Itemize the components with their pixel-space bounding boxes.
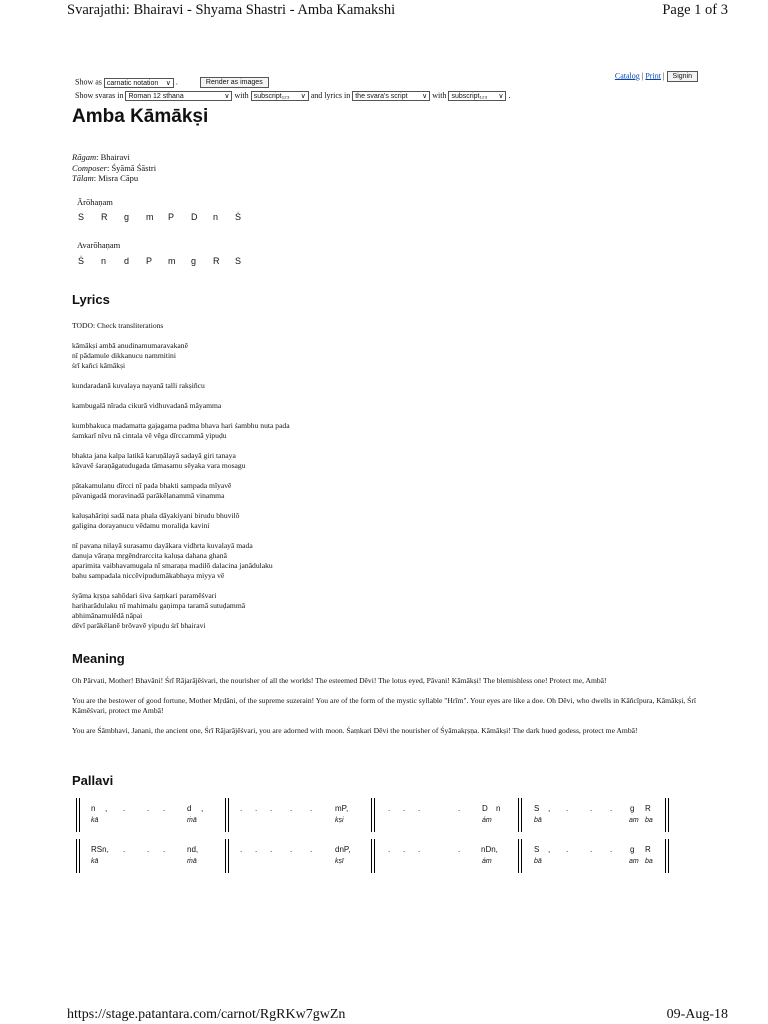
print-link[interactable]: Print	[645, 71, 661, 81]
sahitya-syllable: ám	[482, 858, 492, 865]
double-bar-line	[668, 798, 669, 832]
svara-note: .	[566, 845, 569, 854]
song-metadata	[72, 152, 156, 184]
lyrics-stanza: kāmākṣi ambā anudinamumaravakanē nī pādamule dikkanucu nammitini śrī kañci kāmākṣi	[72, 341, 188, 370]
chevron-down-icon: ∨	[498, 93, 504, 101]
lyrics-stanza: kaluṣahāriṇi sadā nata phala dāyakiyani birudu bhuvilō galigina dorayanucu vēdamu moraliḍa kavini	[72, 511, 240, 530]
double-bar-line	[371, 839, 372, 873]
pallavi-row-1	[0, 798, 768, 834]
catalog-link[interactable]: Catalog	[614, 71, 640, 81]
header-title: Svarajathi: Bhairavi - Shyama Shastri - Amba Kamakshi	[67, 2, 396, 18]
double-bar-line	[518, 839, 519, 873]
svara-subscript-select[interactable]	[251, 91, 309, 101]
svara-select-value: Roman 12 sthana	[128, 93, 184, 101]
sahitya-syllable: kṣi	[335, 817, 344, 824]
ragam-value: : Bhairavi	[96, 152, 130, 162]
svara-note: .	[590, 845, 593, 854]
talam-label: Tālam	[72, 173, 94, 183]
lyrics-stanza: nī pavana nilayā surasamu dayākara vidhrta kuvalayā mada danuja vāraṇa mṛgēndrarccita kaluṣa dahana ghanā aparimita vaibhavamugala nī smaraṇa madilō dalacina janādulaku bahu sampadala niccēvipudumākabhaya miyya vē	[72, 541, 273, 580]
lyrics-in-label: and lyrics in	[310, 91, 351, 100]
double-bar-line	[374, 839, 375, 873]
footer-date: 09-Aug-18	[666, 1007, 728, 1022]
svara-note: ,	[548, 804, 551, 813]
with-label: with	[234, 91, 249, 100]
double-bar-line	[371, 798, 372, 832]
link-separator: |	[641, 71, 644, 81]
svara-system-select[interactable]	[125, 91, 232, 101]
arohanam-note: D	[191, 212, 198, 222]
show-svaras-label: Show svaras in	[75, 91, 124, 100]
svara-note: n	[91, 804, 96, 813]
svara-note: .	[240, 845, 243, 854]
svara-note: .	[123, 845, 126, 854]
arohanam-note: S	[78, 212, 85, 222]
svara-note: .	[310, 845, 313, 854]
double-bar-line	[225, 798, 226, 832]
avarohanam-note: g	[191, 256, 197, 266]
lyrics-subscript-select[interactable]	[448, 91, 506, 101]
svara-note: .	[310, 804, 313, 813]
sahitya-syllable: bā	[534, 817, 542, 824]
svara-note: .	[418, 804, 421, 813]
svara-note: dnP,	[335, 845, 351, 854]
lyrics-stanza: śyāma kṛṣṇa sahōdari śiva śaṃkari paramēśvari hariharādulaku nī mahimalu gaṇimpa taramā sutuḍammā abhimānamulēdā nāpai dēvī parākēlanē brōvavē yipuḍu śrī bhairavi	[72, 591, 246, 630]
svara-note: mP,	[335, 804, 349, 813]
svara-note: .	[610, 845, 613, 854]
svara-note: .	[163, 804, 166, 813]
period: .	[175, 77, 178, 87]
lyrics-heading: Lyrics	[72, 292, 110, 307]
svara-note: RSn,	[91, 845, 109, 854]
notation-select-value: carnatic notation	[106, 79, 159, 87]
avarohanam-note: Ṡ	[78, 256, 85, 266]
talam-value: : Misra Cāpu	[93, 173, 139, 183]
meaning-paragraph: You are Śāmbhavi, Janani, the ancient one, Śrī Rājarājēśvari, you are adorned with moon. Śaṃkari Dēvi the nourisher of Śyāmakṛṣṇa. Kāmākṣi! The dark hued godess, protect me Ambā!	[72, 726, 638, 735]
svara-note: .	[255, 845, 258, 854]
double-bar-line	[521, 839, 522, 873]
lyrics-section	[72, 321, 712, 641]
sahitya-syllable: kṣī	[335, 858, 344, 865]
avarohanam-label: Avarōhaṇam	[77, 240, 121, 250]
sahitya-syllable: kā	[91, 817, 99, 824]
svara-note: R	[645, 845, 651, 854]
svara-note: .	[240, 804, 243, 813]
pallavi-heading: Pallavi	[72, 773, 114, 788]
avarohanam-notes	[0, 256, 768, 270]
svara-note: .	[403, 804, 406, 813]
arohanam-note: m	[146, 212, 154, 222]
avarohanam-note: S	[235, 256, 242, 266]
lyrics-stanza: kumbhakuca madamatta gajagama padma bhava hari śambhu nuta pada śamkarī nīvu nā cintala vē vēga dīrccammā yipuḍu	[72, 421, 290, 440]
svara-note: g	[630, 845, 635, 854]
svara-note: .	[403, 845, 406, 854]
composer-value: : Śyāmā Śāstri	[106, 162, 157, 173]
svara-note: S	[534, 804, 540, 813]
svara-note: .	[163, 845, 166, 854]
sahitya-syllable: am	[629, 858, 639, 865]
sahitya-syllable: ba	[645, 817, 653, 824]
svara-note: .	[458, 804, 461, 813]
sahitya-syllable: ṁā	[187, 858, 197, 865]
svara-note: ,	[548, 845, 551, 854]
double-bar-line	[79, 798, 80, 832]
top-links	[615, 71, 698, 82]
svara-note: .	[147, 804, 150, 813]
lyrics-script-select[interactable]	[352, 91, 430, 101]
notation-select[interactable]	[104, 78, 174, 88]
subscript-select-value: subscript₁₂₃	[253, 93, 290, 101]
display-controls-row	[75, 77, 269, 88]
avarohanam-note: P	[146, 256, 153, 266]
double-bar-line	[374, 798, 375, 832]
svara-note: .	[290, 845, 293, 854]
svara-note: .	[388, 845, 391, 854]
double-bar-line	[228, 798, 229, 832]
subscript-select-value-2: subscript₁₂₃	[451, 93, 488, 101]
double-bar-line	[76, 839, 77, 873]
chevron-down-icon: ∨	[165, 79, 171, 87]
arohanam-note: n	[213, 212, 219, 222]
sahitya-syllable: ba	[645, 858, 653, 865]
svara-note: .	[147, 845, 150, 854]
svara-note: .	[458, 845, 461, 854]
svara-note: .	[590, 804, 593, 813]
svara-controls-row	[75, 91, 510, 101]
sahitya-syllable: kā	[91, 858, 99, 865]
pallavi-row-2	[0, 839, 768, 875]
arohanam-notes	[0, 212, 768, 226]
double-bar-line	[228, 839, 229, 873]
lyrics-stanza: pātakamulanu dīrcci nī pada bhakti sampada mīyavē pāvanigadā moravinadā parākēlanammā vinamma	[72, 481, 232, 500]
svara-note: nd,	[187, 845, 199, 854]
avarohanam-note: m	[168, 256, 176, 266]
composer-label: Composer	[72, 162, 107, 173]
meaning-heading: Meaning	[72, 651, 125, 666]
link-separator: |	[662, 71, 665, 81]
double-bar-line	[668, 839, 669, 873]
avarohanam-note: n	[101, 256, 107, 266]
svara-note: .	[566, 804, 569, 813]
svara-note: S	[534, 845, 540, 854]
svara-note: n	[496, 804, 501, 813]
svara-note: .	[610, 804, 613, 813]
sahitya-syllable: ṁā	[187, 817, 197, 824]
chevron-down-icon: ∨	[224, 93, 230, 101]
chevron-down-icon: ∨	[422, 93, 428, 101]
double-bar-line	[665, 839, 666, 873]
double-bar-line	[79, 839, 80, 873]
arohanam-note: Ṡ	[235, 212, 242, 222]
meaning-paragraph: You are the bestower of good fortune, Mother Mṛdāni, of the supreme suzerain! You are of the form of the mystic syllable "Hrīm". Your eyes are like a doe. Oh Dēvi, who dwells in Kāñcīpura, Kāmākṣi, Śrī Kāmēśvari, protect me Ambā!	[72, 696, 696, 715]
double-bar-line	[518, 798, 519, 832]
double-bar-line	[665, 798, 666, 832]
double-bar-line	[76, 798, 77, 832]
svara-note: .	[290, 804, 293, 813]
svara-note: D	[482, 804, 488, 813]
avarohanam-note: R	[213, 256, 220, 266]
with-label-2: with	[432, 91, 447, 100]
meaning-paragraph: Oh Pārvati, Mother! Bhavāni! Śrī Rājarājēśvari, the nourisher of all the worlds! The esteemed Dēvi! The lotus eyed, Pāvani! Kāmākṣi! The blemishless one! Protect me, Ambā!	[72, 676, 607, 685]
svara-note: .	[418, 845, 421, 854]
svara-note: .	[270, 845, 273, 854]
svara-note: .	[255, 804, 258, 813]
double-bar-line	[521, 798, 522, 832]
footer-url: https://stage.patantara.com/carnot/RgRKw7gwZn	[67, 1007, 346, 1022]
signin-button[interactable]: Signin	[667, 71, 698, 82]
arohanam-note: R	[101, 212, 108, 222]
lyrics-stanza: bhakta jana kalpa latikā karuṇālayā sadayā giri tanaya kāvavē śaraṇāgatudugada tāmasamu sēyaka vara mosagu	[72, 451, 246, 470]
avarohanam-note: d	[124, 256, 130, 266]
arohanam-note: g	[124, 212, 130, 222]
ragam-label: Rāgam	[72, 152, 97, 162]
double-bar-line	[225, 839, 226, 873]
svara-note: g	[630, 804, 635, 813]
svara-note: ,	[105, 804, 108, 813]
period-2: .	[508, 91, 511, 100]
chevron-down-icon: ∨	[300, 93, 306, 101]
script-select-value: the svara's script	[355, 93, 408, 101]
sahitya-syllable: am	[629, 817, 639, 824]
show-as-label: Show as	[75, 77, 102, 87]
render-images-button[interactable]: Render as images	[200, 77, 269, 88]
svara-note: nDn,	[481, 845, 498, 854]
svara-note: .	[123, 804, 126, 813]
lyrics-stanza: kundaradanā kuvalaya nayanā talli rakṣiñcu	[72, 381, 205, 390]
svara-note: R	[645, 804, 651, 813]
lyrics-stanza: kambugalā nīrada cikurā vidhuvadanā māyamma	[72, 401, 222, 410]
svara-note: d	[187, 804, 192, 813]
svara-note: .	[388, 804, 391, 813]
sahitya-syllable: ám	[482, 817, 492, 824]
lyrics-todo: TODO: Check transliterations	[72, 321, 164, 330]
svara-note: .	[270, 804, 273, 813]
arohanam-note: P	[168, 212, 175, 222]
header-page-number: Page 1 of 3	[662, 2, 728, 18]
arohanam-label: Ārōhaṇam	[77, 197, 113, 207]
svara-note: ,	[201, 804, 204, 813]
meaning-section	[72, 676, 702, 746]
sahitya-syllable: bā	[534, 858, 542, 865]
page-title: Amba Kāmākṣi	[72, 106, 209, 127]
